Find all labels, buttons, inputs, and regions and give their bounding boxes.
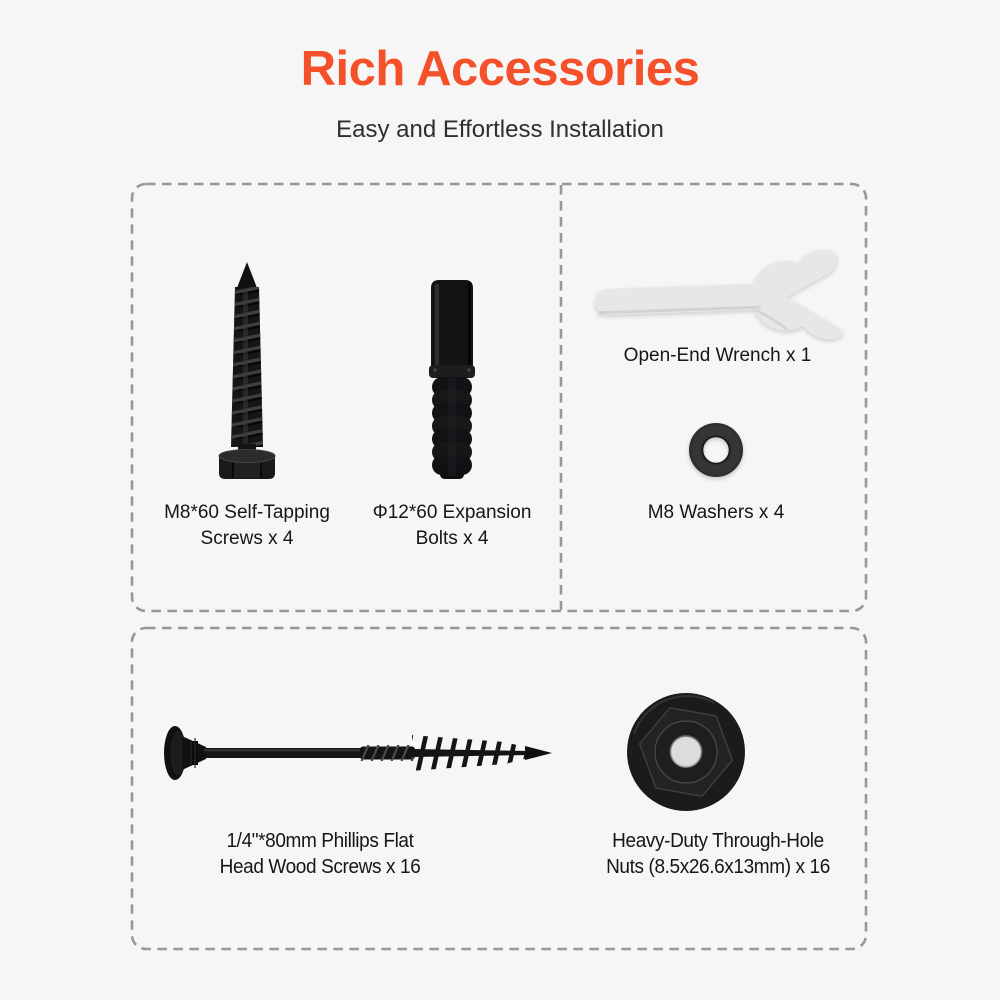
label-line: Head Wood Screws x 16	[219, 856, 421, 878]
self-tapping-screw-illustration	[192, 259, 302, 489]
bottom-panel-border	[132, 628, 866, 949]
through-hole-nut-label	[552, 828, 885, 880]
open-end-wrench-illustration	[590, 250, 852, 345]
wood-screw-label	[173, 828, 468, 880]
label-line: Nuts (8.5x26.6x13mm) x 16	[606, 856, 830, 878]
expansion-bolt-illustration	[418, 278, 486, 480]
label-line: Heavy-Duty Through-Hole	[612, 830, 824, 852]
label-line: M8*60 Self-Tapping	[164, 502, 330, 523]
expansion-bolt-label	[332, 500, 572, 552]
wood-screw-illustration	[160, 723, 555, 783]
page-title: Rich Accessories	[300, 42, 700, 96]
label-line: Φ12*60 Expansion	[372, 502, 532, 523]
open-end-wrench-label: Open-End Wrench x 1	[623, 345, 812, 366]
label-line: Bolts x 4	[415, 528, 489, 549]
page-subtitle: Easy and Effortless Installation	[336, 116, 664, 143]
through-hole-nut-illustration	[624, 690, 748, 814]
self-tapping-screw-label	[127, 500, 367, 552]
label-line: Screws x 4	[200, 528, 294, 549]
m8-washer-illustration	[688, 422, 744, 478]
m8-washer-label: M8 Washers x 4	[647, 502, 785, 523]
label-line: 1/4"*80mm Phillips Flat	[226, 830, 414, 852]
